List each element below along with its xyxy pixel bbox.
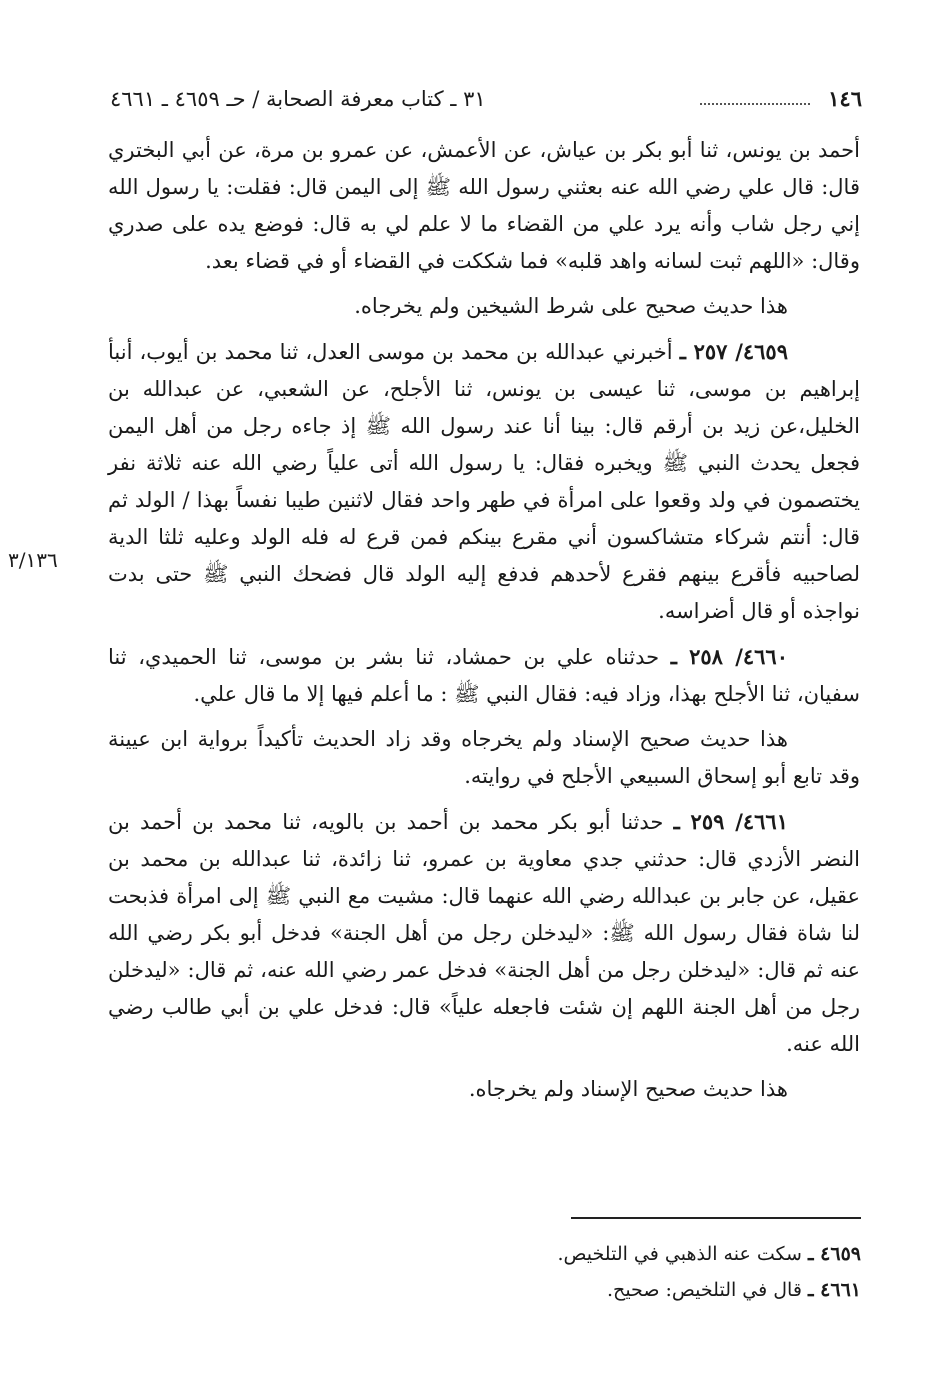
footnote-number: ٤٦٦١ ـ xyxy=(807,1279,861,1301)
footnote-item xyxy=(101,1236,861,1272)
main-text xyxy=(108,132,860,1116)
paragraph-text: هذا حديث صحيح على شرط الشيخين ولم يخرجاه. xyxy=(354,294,788,318)
hadith-number: ٤٦٦١/ ٢٥٩ ـ xyxy=(673,809,788,834)
paragraph-text: هذا حديث صحيح الإسناد ولم يخرجاه وقد زاد الحديث تأكيداً برواية ابن عيينة وقد تابع أبو إسحاق السبيعي الأجلح في روايته. xyxy=(108,727,860,788)
footnote-text: سكت عنه الذهبي في التلخيص. xyxy=(557,1243,802,1265)
footnotes xyxy=(101,1236,861,1308)
paragraph-grading xyxy=(108,721,860,795)
hadith-number: ٤٦٦٠/ ٢٥٨ ـ xyxy=(670,644,788,669)
footnote-item xyxy=(101,1272,861,1308)
paragraph-isnad-intro xyxy=(108,132,860,280)
hadith-4660 xyxy=(108,638,860,713)
running-title: ٣١ ـ كتاب معرفة الصحابة / حـ ٤٦٥٩ ـ ٤٦٦١ xyxy=(110,87,486,111)
footnote-separator xyxy=(571,1217,861,1219)
paragraph-text: حدثناه علي بن حمشاد، ثنا بشر بن موسى، ثنا الحميدي، ثنا سفيان، ثنا الأجلح بهذا، وزاد فيه: فقال النبي ﷺ : ما أعلم فيها إلا ما قال علي. xyxy=(108,645,860,706)
hadith-4659 xyxy=(108,333,860,630)
header-dot-leader xyxy=(700,75,810,105)
paragraph-text: أحمد بن يونس، ثنا أبو بكر بن عياش، عن الأعمش، عن عمرو بن مرة، عن أبي البختري قال: قال علي رضي الله عنه بعثني رسول الله ﷺ إلى اليمن قال: فقلت: يا رسول الله إني رجل شاب وأنه يرد علي من القضاء ما لا علم لي به قال: فوضع يده على صدري وقال: «اللهم ثبت لسانه واهد قلبه» فما شككت في القضاء أو في قضاء بعد. xyxy=(108,138,860,273)
hadith-4661 xyxy=(108,803,860,1063)
page-number: ١٤٦ xyxy=(828,86,862,111)
page-header xyxy=(110,84,862,114)
footnote-text: قال في التلخيص: صحيح. xyxy=(607,1279,802,1301)
paragraph-text: هذا حديث صحيح الإسناد ولم يخرجاه. xyxy=(468,1077,788,1101)
hadith-number: ٤٦٥٩/ ٢٥٧ ـ xyxy=(679,339,788,364)
paragraph-text: حدثنا أبو بكر محمد بن أحمد بن بالويه، ثنا محمد بن أحمد بن النضر الأزدي قال: حدثني جدي معاوية بن عمرو، ثنا زائدة، ثنا عبدالله بن محمد بن عقيل، عن جابر بن عبدالله رضي الله عنهما قال: مشيت مع النبي ﷺ إلى امرأة فذبحت لنا شاة فقال رسول الله ﷺ: «ليدخلن رجل من أهل الجنة» فدخل أبو بكر رضي الله عنه ثم قال: «ليدخلن رجل من أهل الجنة» فدخل عمر رضي الله عنه، ثم قال: «ليدخلن رجل من أهل الجنة اللهم إن شئت فاجعله علياً» قال: فدخل علي بن أبي طالب رضي الله عنه. xyxy=(108,810,860,1056)
paragraph-grading xyxy=(108,288,860,325)
footnote-number: ٤٦٥٩ ـ xyxy=(807,1243,861,1265)
margin-volume-reference: ٣/١٣٦ xyxy=(8,548,58,572)
paragraph-text: أخبرني عبدالله بن محمد بن موسى العدل، ثنا محمد بن أيوب، أنبأ إبراهيم بن موسى، ثنا عيسى بن يونس، ثنا الأجلح، عن الشعبي، عن عبدالله بن الخليل،عن زيد بن أرقم قال: بينا أنا عند رسول الله ﷺ إذ جاءه رجل من أهل اليمن فجعل يحدث النبي ﷺ ويخبره فقال: يا رسول الله أتى علياً رضي الله عنه ثلاثة نفر يختصمون في ولد وقعوا على امرأة في طهر واحد فقال لاثنين طيبا نفساً بهذا / الولد ثم قال: أنتم شركاء متشاكسون أني مقرع بينكم فمن قرع له فله الولد وعليه ثلثا الدية لصاحبيه فأقرع بينهم فقرع لأحدهم فدفع إليه الولد قال فضحك النبي ﷺ حتى بدت نواجذه أو قال أضراسه. xyxy=(108,340,860,623)
paragraph-grading xyxy=(108,1071,860,1108)
